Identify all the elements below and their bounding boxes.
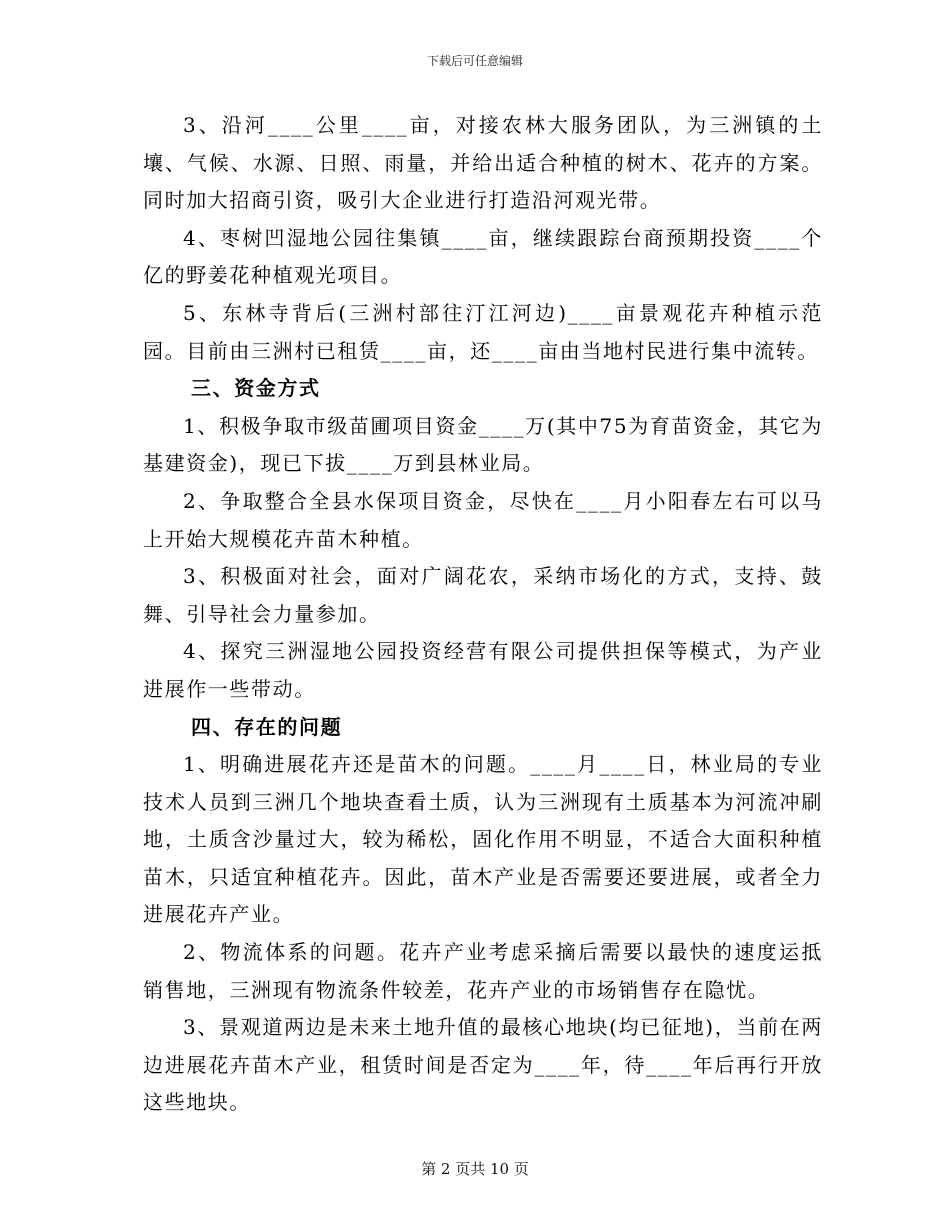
page-footer: 第 2 页共 10 页 xyxy=(421,1160,529,1178)
section-heading-funding: 三、资金方式 xyxy=(191,376,321,401)
paragraph-market-approach: 3、积极面对社会，面对广阔花农，采纳市场化的方式，支持、鼓舞、引导社会力量参加。 xyxy=(143,564,823,626)
paragraph-guarantee-model: 4、探究三洲湿地公园投资经营有限公司提供担保等模式，为产业进展作一些带动。 xyxy=(143,639,823,701)
paragraph-water-conservation-funding: 2、争取整合全县水保项目资金，尽快在____月小阳春左右可以马上开始大规模花卉苗木种植。 xyxy=(143,488,823,551)
paragraph-land-lease-problem: 3、景观道两边是未来土地升值的最核心地块(均已征地)，当前在两边进展花卉苗木产业，租赁时间是否定为____年，待____年后再行开放这些地块。 xyxy=(143,1015,823,1115)
paragraph-demonstration-garden: 5、东林寺背后(三洲村部往汀江河边)____亩景观花卉种植示范园。目前由三洲村已租赁____亩，还____亩由当地村民进行集中流转。 xyxy=(143,300,823,363)
paragraph-logistics-problem: 2、物流体系的问题。花卉产业考虑采摘后需要以最快的速度运抵销售地，三洲现有物流条件较差，花卉产业的市场销售存在隐忧。 xyxy=(143,940,823,1002)
section-heading-problems: 四、存在的问题 xyxy=(191,714,343,739)
document-body xyxy=(143,107,823,1122)
paragraph-soil-problem: 1、明确进展花卉还是苗木的问题。____月____日，林业局的专业技术人员到三洲几个地块查看土质，认为三洲现有土质基本为河流冲刷地，土质含沙量过大，较为稀松，固化作用不明显，不适合大面积种植苗木，只适宜种植花卉。因此，苗木产业是否需要还要进展，或者全力进展花卉产业。 xyxy=(143,752,823,927)
paragraph-riverside-plan: 3、沿河____公里____亩，对接农林大服务团队，为三洲镇的土壤、气候、水源、日照、雨量，并给出适合种植的树木、花卉的方案。同时加大招商引资，吸引大企业进行打造沿河观光带。 xyxy=(143,113,823,213)
page-header: 下载后可任意编辑 xyxy=(426,54,523,68)
paragraph-wetland-park: 4、枣树凹湿地公园往集镇____亩，继续跟踪台商预期投资____个亿的野姜花种植观光项目。 xyxy=(143,225,823,288)
paragraph-nursery-funding: 1、积极争取市级苗圃项目资金____万(其中75为育苗资金，其它为基建资金)，现已下拔____万到县林业局。 xyxy=(143,413,823,476)
